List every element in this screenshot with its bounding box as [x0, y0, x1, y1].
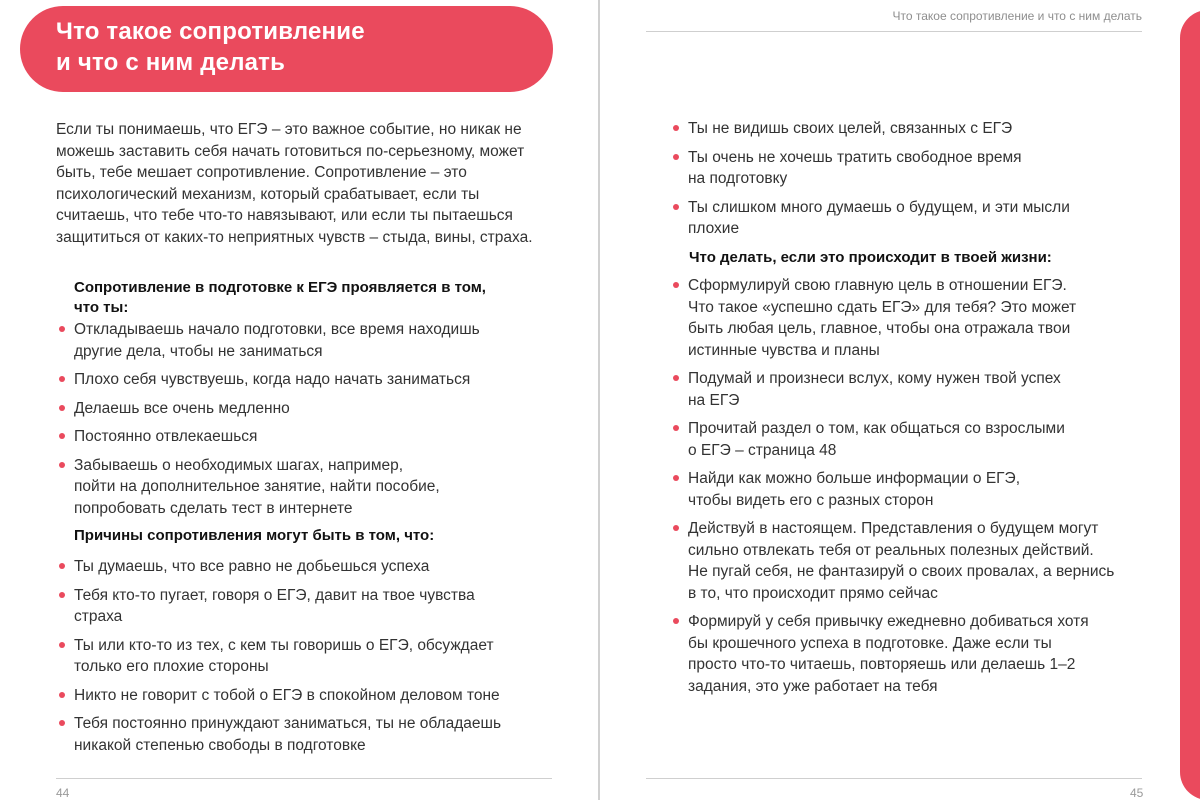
list-item-line: Не пугай себя, не фантазируй о своих провалах, а вернись: [688, 563, 1115, 580]
section1-heading-line-2: что ты:: [74, 299, 129, 316]
list-item-line: Ты не видишь своих целей, связанных с ЕГЭ: [688, 120, 1013, 137]
bullet-dot-icon: [59, 563, 65, 569]
bullet-dot-icon: [59, 433, 65, 439]
bullet-dot-icon: [59, 592, 65, 598]
intro-paragraph: Если ты понимаешь, что ЕГЭ – это важное событие, но никак не можешь заставить себя начать готовиться по-серьезному, может быть, тебе мешает сопротивление. Сопротивление – это психологический механизм, который срабатывает, если ты считаешь, что тебе что-то навязывают, или если ты пытаешься защититься от каких-то неприятных чувств – стыда, вины, страха.: [56, 121, 533, 246]
bullet-dot-icon: [59, 462, 65, 468]
page-number-right: 45: [1130, 786, 1144, 800]
list-item: [672, 275, 1152, 361]
list-item-line: пойти на дополнительное занятие, найти пособие,: [74, 478, 440, 495]
section3-list: [672, 275, 1152, 697]
list-item-line: Действуй в настоящем. Представления о будущем могут: [688, 520, 1099, 537]
list-item: [672, 197, 1152, 240]
list-item-line: на подготовку: [688, 170, 788, 187]
list-item-line: Ты слишком много думаешь о будущем, и эти мысли: [688, 198, 1070, 216]
list-item-line: истинные чувства и планы: [688, 341, 880, 359]
bullet-dot-icon: [673, 525, 679, 531]
list-item: [58, 713, 568, 756]
list-item-line: о ЕГЭ – страница 48: [688, 441, 837, 459]
list-item: [58, 635, 568, 678]
list-item-line: Найди как можно больше информации о ЕГЭ,: [688, 470, 1021, 487]
list-item-line: плохие: [688, 220, 740, 237]
list-item-line: Формируй у себя привычку ежедневно добиваться хотя: [688, 613, 1089, 630]
list-item-line: на ЕГЭ: [688, 391, 740, 409]
list-item-line: Тебя кто-то пугает, говоря о ЕГЭ, давит на твое чувства: [74, 586, 475, 604]
bullet-dot-icon: [59, 376, 65, 382]
list-item-line: Прочитай раздел о том, как общаться со взрослыми: [688, 420, 1065, 437]
page-number-left: 44: [56, 786, 70, 800]
list-item-line: Делаешь все очень медленно: [74, 399, 290, 417]
list-item-line: Ты или кто-то из тех, с кем ты говоришь о ЕГЭ, обсуждает: [74, 636, 494, 654]
bullet-dot-icon: [673, 375, 679, 381]
list-item: [58, 426, 558, 448]
bullet-dot-icon: [673, 475, 679, 481]
list-item: [58, 585, 568, 628]
section1-heading: [74, 278, 534, 318]
right-page: [600, 0, 1200, 800]
header-divider: [646, 31, 1142, 32]
list-item-line: Ты думаешь, что все равно не добьешься успеха: [74, 558, 430, 575]
list-item-line: никакой степенью свободы в подготовке: [74, 736, 366, 754]
list-item-line: попробовать сделать тест в интернете: [74, 499, 353, 517]
title-line-2: и что с ним делать: [56, 49, 286, 76]
section3-heading: Что делать, если это происходит в твоей жизни:: [689, 249, 1052, 266]
running-head: Что такое сопротивление и что с ним делать: [892, 9, 1142, 23]
bullet-dot-icon: [59, 720, 65, 726]
list-item: [58, 398, 558, 420]
left-page: [0, 0, 598, 800]
list-item-line: Подумай и произнеси вслух, кому нужен твой успех: [688, 370, 1061, 387]
list-item-line: в то, что происходит прямо сейчас: [688, 584, 938, 602]
footer-divider-right: [646, 778, 1142, 779]
list-item-line: Сформулируй свою главную цель в отношении ЕГЭ.: [688, 277, 1067, 294]
list-item-line: страха: [74, 608, 123, 625]
section2-heading: Причины сопротивления могут быть в том, что:: [74, 527, 435, 544]
bullet-dot-icon: [59, 642, 65, 648]
list-item: [672, 468, 1152, 511]
bullet-dot-icon: [673, 618, 679, 624]
list-item-line: бы крошечного успеха в подготовке. Даже если ты: [688, 634, 1052, 652]
list-item: [672, 368, 1152, 411]
list-item-line: только его плохие стороны: [74, 658, 269, 675]
section1-list: [58, 319, 558, 519]
list-item-line: Тебя постоянно принуждают заниматься, ты не обладаешь: [74, 715, 502, 732]
list-item: [672, 118, 1152, 140]
list-item: [672, 611, 1152, 697]
list-item-line: Никто не говорит с тобой о ЕГЭ в спокойном деловом тоне: [74, 686, 500, 704]
bullet-dot-icon: [59, 692, 65, 698]
bullet-dot-icon: [673, 125, 679, 131]
list-item: [672, 518, 1152, 604]
list-item-line: просто что-то читаешь, повторяешь или делаешь 1–2: [688, 656, 1076, 673]
right-top-list: [672, 118, 1152, 240]
list-item-line: чтобы видеть его с разных сторон: [688, 491, 934, 509]
list-item-line: Плохо себя чувствуешь, когда надо начать заниматься: [74, 371, 471, 388]
list-item: [672, 418, 1152, 461]
list-item-line: другие дела, чтобы не заниматься: [74, 342, 323, 360]
list-item-line: сильно отвлекать тебя от реальных полезных действий.: [688, 541, 1094, 559]
title-line-1: Что такое сопротивление: [56, 18, 365, 45]
list-item-line: Ты очень не хочешь тратить свободное время: [688, 148, 1022, 166]
list-item-line: Забываешь о необходимых шагах, например,: [74, 456, 404, 474]
list-item-line: задания, это уже работает на тебя: [688, 677, 938, 695]
list-item-line: Что такое «успешно сдать ЕГЭ» для тебя? Это может: [688, 298, 1077, 316]
section2-list: [58, 556, 568, 756]
bullet-dot-icon: [673, 282, 679, 288]
list-item-line: быть любая цель, главное, чтобы она отражала твои: [688, 320, 1071, 337]
list-item: [58, 369, 558, 391]
bullet-dot-icon: [673, 154, 679, 160]
side-color-tab: [1180, 10, 1200, 800]
title-banner: [20, 6, 553, 92]
list-item-line: Откладываешь начало подготовки, все время находишь: [74, 321, 480, 338]
footer-divider: [56, 778, 552, 779]
list-item: [58, 455, 558, 520]
list-item: [672, 147, 1152, 190]
bullet-dot-icon: [59, 405, 65, 411]
list-item: [58, 685, 568, 707]
list-item: [58, 556, 568, 578]
list-item: [58, 319, 558, 362]
section1-heading-line-1: Сопротивление в подготовке к ЕГЭ проявляется в том,: [74, 279, 486, 296]
bullet-dot-icon: [59, 326, 65, 332]
list-item-line: Постоянно отвлекаешься: [74, 428, 258, 445]
bullet-dot-icon: [673, 204, 679, 210]
bullet-dot-icon: [673, 425, 679, 431]
